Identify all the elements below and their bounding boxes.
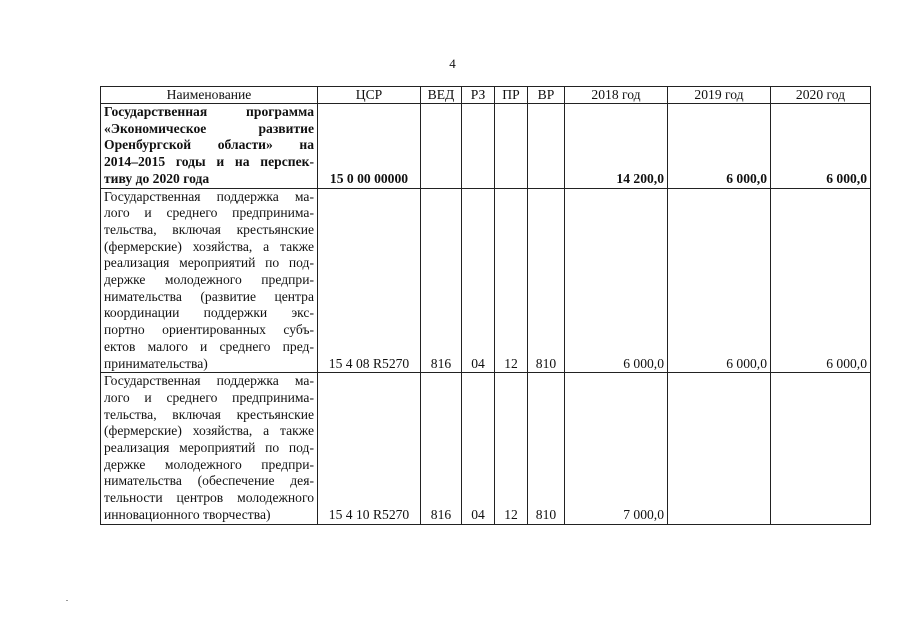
name-line: держке молодежного предпри- (104, 272, 314, 288)
name-line: Государственная поддержка ма- (104, 188, 314, 204)
cell-2020: 6 000,0 (771, 104, 871, 189)
cell-2019 (668, 373, 771, 524)
cell-ved: 816 (421, 188, 462, 373)
cell-2020 (771, 373, 871, 524)
cell-name (101, 188, 318, 373)
name-line: тиву до 2020 года (104, 170, 210, 186)
cell-2020: 6 000,0 (771, 188, 871, 373)
cell-name (101, 373, 318, 524)
cell-pr: 12 (495, 373, 528, 524)
cell-rz: 04 (462, 373, 495, 524)
cell-pr: 12 (495, 188, 528, 373)
name-line: 2014–2015 годы и на перспек- (104, 154, 314, 170)
cell-csr: 15 4 10 R5270 (318, 373, 421, 524)
table-row (101, 373, 871, 524)
table-row (101, 104, 871, 189)
name-line: реализация мероприятий по под- (104, 440, 314, 456)
name-line: принимательства) (104, 355, 208, 371)
table-row (101, 188, 871, 373)
header-vr: ВР (528, 87, 565, 104)
header-2019: 2019 год (668, 87, 771, 104)
header-ved: ВЕД (421, 87, 462, 104)
name-line: Государственная программа (104, 104, 314, 119)
cell-vr: 810 (528, 373, 565, 524)
name-line: Оренбургской области» на (104, 137, 314, 153)
cell-rz (462, 104, 495, 189)
name-line: лого и среднего предпринима- (104, 205, 314, 221)
scan-speck (66, 600, 68, 601)
name-line: Государственная поддержка ма- (104, 373, 314, 389)
name-line: ектов малого и среднего пред- (104, 338, 314, 354)
cell-ved: 816 (421, 373, 462, 524)
name-line: реализация мероприятий по под- (104, 255, 314, 271)
cell-csr: 15 4 08 R5270 (318, 188, 421, 373)
header-name: Наименование (101, 87, 318, 104)
cell-2018: 14 200,0 (565, 104, 668, 189)
name-line: тельства, включая крестьянские (104, 406, 314, 422)
name-line: (фермерские) хозяйства, а также (104, 423, 314, 439)
name-line: держке молодежного предпри- (104, 456, 314, 472)
cell-2018: 6 000,0 (565, 188, 668, 373)
cell-name (101, 104, 318, 189)
name-line: нимательства (обеспечение дея- (104, 473, 314, 489)
name-line: нимательства (развитие центра (104, 288, 314, 304)
cell-vr: 810 (528, 188, 565, 373)
name-line: портно ориентированных субъ- (104, 322, 314, 338)
header-rz: РЗ (462, 87, 495, 104)
header-2020: 2020 год (771, 87, 871, 104)
cell-csr: 15 0 00 00000 (318, 104, 421, 189)
page-number: 4 (449, 56, 456, 71)
name-line: «Экономическое развитие (104, 120, 314, 136)
table-header-row (101, 87, 871, 104)
cell-2018: 7 000,0 (565, 373, 668, 524)
cell-vr (528, 104, 565, 189)
name-line: инновационного творчества) (104, 506, 271, 522)
cell-rz: 04 (462, 188, 495, 373)
header-2018: 2018 год (565, 87, 668, 104)
cell-ved (421, 104, 462, 189)
header-pr: ПР (495, 87, 528, 104)
name-line: координации поддержки экс- (104, 305, 314, 321)
name-line: тельства, включая крестьянские (104, 221, 314, 237)
cell-pr (495, 104, 528, 189)
budget-table (100, 86, 871, 525)
name-line: тельности центров молодежного (104, 490, 314, 506)
name-line: лого и среднего предпринима- (104, 389, 314, 405)
cell-2019: 6 000,0 (668, 188, 771, 373)
header-csr: ЦСР (318, 87, 421, 104)
cell-2019: 6 000,0 (668, 104, 771, 189)
name-line: (фермерские) хозяйства, а также (104, 238, 314, 254)
